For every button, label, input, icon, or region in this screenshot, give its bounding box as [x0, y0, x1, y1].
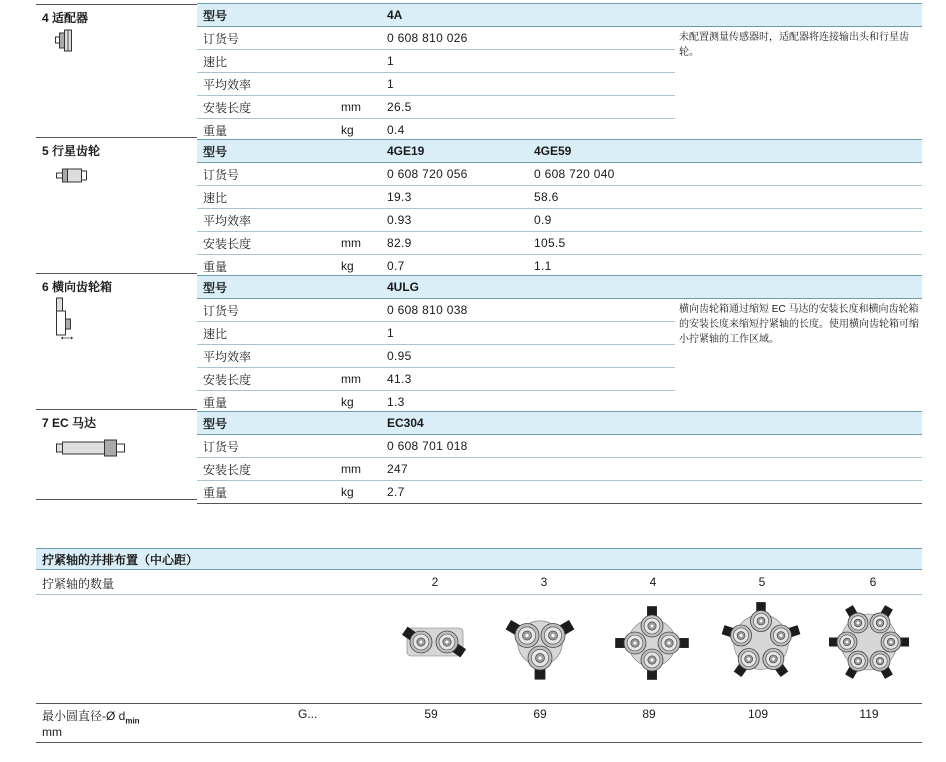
row-unit: kg: [335, 119, 381, 142]
row-unit: kg: [335, 391, 381, 414]
row-unit: [335, 27, 381, 50]
spindle-count: 2: [431, 575, 439, 589]
offset-gearbox-icon: [55, 297, 77, 341]
row-value: 0 608 810 038: [381, 299, 528, 322]
row-value-2: 105.5: [528, 232, 675, 255]
model-value: 4ULG: [381, 276, 528, 299]
table-row: [197, 186, 922, 209]
row-unit: mm: [335, 232, 381, 255]
table-row: [197, 299, 922, 322]
row-unit: [335, 50, 381, 73]
adapter-icon: [55, 28, 77, 54]
table-row: [197, 163, 922, 186]
three-spindle-arrangement-icon: [500, 604, 580, 682]
row-value-2: [528, 27, 675, 50]
six-spindle-arrangement-icon: [826, 600, 912, 684]
spindle-glyph: [722, 625, 752, 646]
row-label: 安装长度: [197, 96, 335, 119]
row-value: 1: [381, 73, 528, 96]
model-label: 型号: [197, 140, 335, 163]
section-note: 横向齿轮箱通过缩短 EC 马达的安装长度和横向齿轮箱的安装长度来缩短拧紧轴的长度。使用横向齿轮箱可缩小拧紧轴的工作区域。: [675, 299, 922, 414]
two-spindle-arrangement-icon: [395, 612, 475, 672]
row-label: 重量: [197, 481, 335, 504]
row-label: 重量: [197, 255, 335, 278]
spindle-glyph: [829, 632, 857, 652]
min-diameter-value: 89: [642, 707, 656, 721]
table-row: [197, 232, 922, 255]
row-value: 0 608 701 018: [381, 435, 528, 458]
table-row: [197, 209, 922, 232]
row-value-2: [528, 458, 675, 481]
row-unit: kg: [335, 481, 381, 504]
row-value: 0 608 810 026: [381, 27, 528, 50]
row-divider: [36, 703, 922, 704]
row-value: 0.7: [381, 255, 528, 278]
model-label: 型号: [197, 4, 335, 27]
spec-table-offset-gearbox: [197, 275, 922, 414]
row-label: 订货号: [197, 299, 335, 322]
spindle-count: 4: [649, 575, 657, 589]
spindle-glyph: [641, 606, 663, 637]
row-value: 19.3: [381, 186, 528, 209]
row-value: 1.3: [381, 391, 528, 414]
section-title-planetary-gear: 5 行星齿轮: [42, 144, 101, 158]
row-unit: [335, 186, 381, 209]
row-value: 1: [381, 322, 528, 345]
spindle-glyph: [881, 632, 909, 652]
section-title-ec-motor: 7 EC 马达: [42, 416, 97, 430]
row-value-2: [528, 299, 675, 322]
row-unit: [335, 435, 381, 458]
row-value-2: 0.9: [528, 209, 675, 232]
min-diameter-value: 69: [533, 707, 547, 721]
row-unit: mm: [335, 368, 381, 391]
row-value-2: [528, 50, 675, 73]
model-value: 4A: [381, 4, 528, 27]
spindle-count: 6: [869, 575, 877, 589]
spec-table-adapter: [197, 3, 922, 142]
row-divider: [36, 742, 922, 743]
row-unit: [335, 73, 381, 96]
section-note: 未配置测量传感器时，适配器将连接输出头和行星齿轮。: [675, 27, 922, 142]
min-diameter-value: 59: [424, 707, 438, 721]
row-value: 0 608 720 056: [381, 163, 528, 186]
row-value: 1: [381, 50, 528, 73]
section-divider: [36, 137, 197, 138]
row-unit: [335, 163, 381, 186]
spindle-count: 5: [758, 575, 766, 589]
row-unit: mm: [335, 458, 381, 481]
row-unit: [335, 209, 381, 232]
model-label: 型号: [197, 412, 335, 435]
section-divider: [36, 409, 197, 410]
row-unit: [335, 322, 381, 345]
row-value: 0.4: [381, 119, 528, 142]
row-label: 订货号: [197, 27, 335, 50]
row-unit: kg: [335, 255, 381, 278]
row-label: 速比: [197, 186, 335, 209]
spindle-glyph: [641, 649, 663, 680]
row-label: 重量: [197, 391, 335, 414]
row-value-2: [528, 322, 675, 345]
row-label: 安装长度: [197, 368, 335, 391]
model-value: 4GE19: [381, 140, 528, 163]
row-unit: [335, 299, 381, 322]
row-value: 26.5: [381, 96, 528, 119]
row-unit: mm: [335, 96, 381, 119]
min-diameter-value: 119: [859, 707, 879, 721]
row-value-2: 58.6: [528, 186, 675, 209]
five-spindle-arrangement-icon: [718, 600, 804, 684]
row-value-2: 0 608 720 040: [528, 163, 675, 186]
spindle-glyph: [615, 632, 646, 654]
four-spindle-arrangement-icon: [610, 604, 694, 682]
model-label: 型号: [197, 276, 335, 299]
row-value-2: [528, 345, 675, 368]
table-row: [197, 458, 922, 481]
row-label: 安装长度: [197, 458, 335, 481]
spindle-count-label: 拧紧轴的数量: [42, 577, 115, 591]
spindle-glyph: [658, 632, 689, 654]
row-label: 平均效率: [197, 345, 335, 368]
row-label: 速比: [197, 50, 335, 73]
section-divider: [36, 499, 197, 500]
table-row: [197, 27, 922, 50]
arrangement-title: 拧紧轴的并排布置（中心距）: [36, 548, 922, 570]
row-label: 速比: [197, 322, 335, 345]
spindle-count: 3: [540, 575, 548, 589]
section-divider: [36, 4, 197, 5]
ec-motor-icon: [56, 438, 128, 458]
spec-table-planetary-gear: [197, 139, 922, 278]
row-value: 247: [381, 458, 528, 481]
min-diameter-unit: mm: [42, 725, 62, 739]
model-value: EC304: [381, 412, 528, 435]
section-title-adapter: 4 适配器: [42, 11, 89, 25]
table-header-row: [197, 140, 922, 163]
row-label: 平均效率: [197, 73, 335, 96]
table-header-row: [197, 276, 922, 299]
row-value: 82.9: [381, 232, 528, 255]
row-value-2: [528, 481, 675, 504]
row-divider: [36, 594, 922, 595]
row-label: 重量: [197, 119, 335, 142]
model-code: G...: [298, 707, 318, 721]
spindle-glyph: [751, 602, 772, 631]
row-value: 2.7: [381, 481, 528, 504]
row-unit: [335, 345, 381, 368]
row-value-2: 1.1: [528, 255, 675, 278]
row-label: 订货号: [197, 163, 335, 186]
model-value-2: 4GE59: [528, 140, 675, 163]
row-value-2: [528, 368, 675, 391]
min-diameter-subscript: min: [125, 716, 140, 726]
planetary-gear-icon: [56, 168, 90, 184]
row-value-2: [528, 96, 675, 119]
table-header-row: [197, 4, 922, 27]
spec-table-ec-motor: [197, 411, 922, 504]
row-value-2: [528, 435, 675, 458]
spindle-glyph: [770, 625, 800, 646]
table-row: [197, 481, 922, 504]
row-label: 订货号: [197, 435, 335, 458]
row-value: 41.3: [381, 368, 528, 391]
min-diameter-value: 109: [747, 707, 769, 721]
row-value: 0.93: [381, 209, 528, 232]
table-header-row: [197, 412, 922, 435]
row-value-2: [528, 73, 675, 96]
section-divider: [36, 273, 197, 274]
spindle-glyph: [528, 646, 552, 680]
row-label: 安装长度: [197, 232, 335, 255]
row-label: 平均效率: [197, 209, 335, 232]
row-value: 0.95: [381, 345, 528, 368]
section-title-offset-gearbox: 6 横向齿轮箱: [42, 280, 113, 294]
table-row: [197, 435, 922, 458]
min-diameter-text: 最小圆直径-Ø d: [42, 709, 126, 723]
